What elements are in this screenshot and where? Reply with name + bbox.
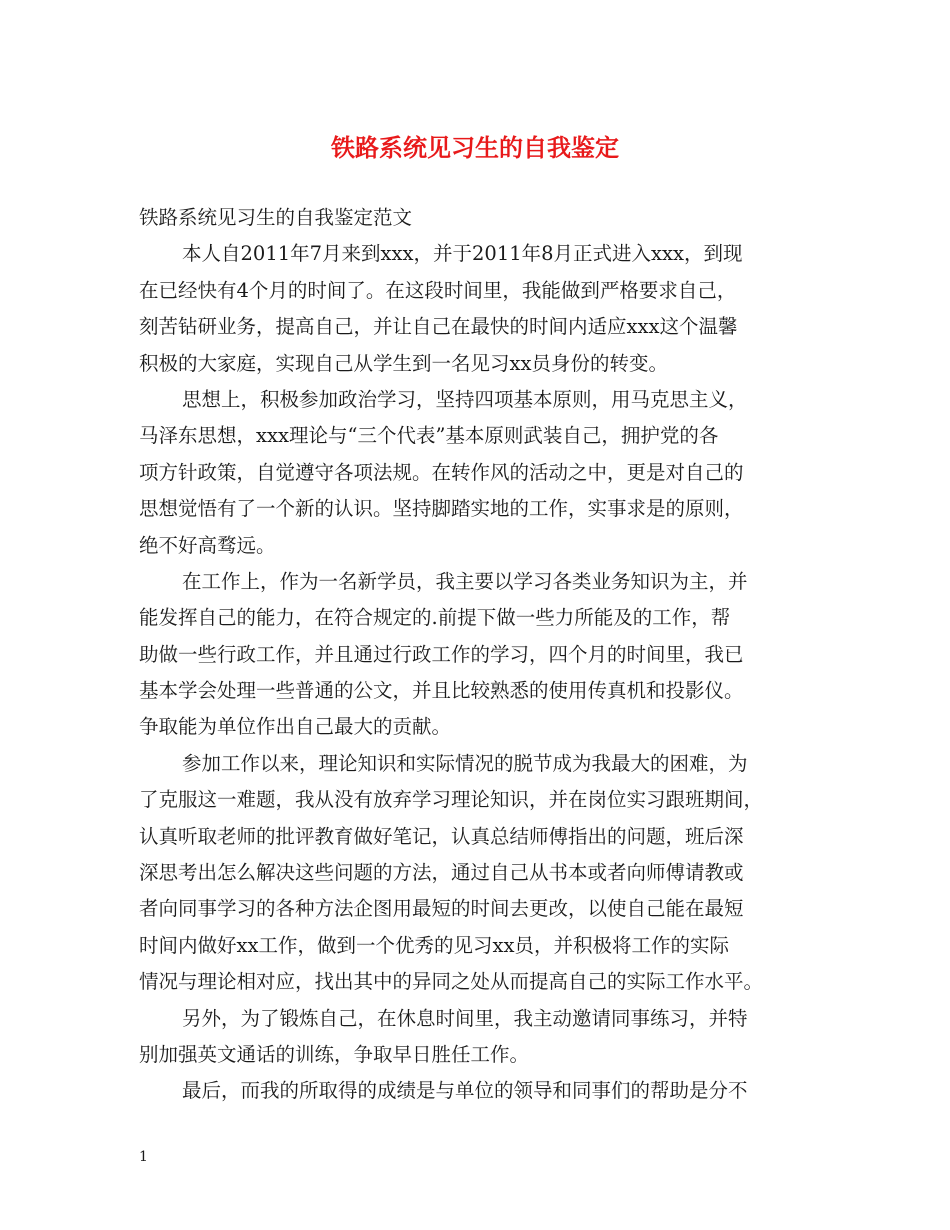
text-line: 在已经快有4个月的时间了。在这段时间里，我能做到严格要求自己， (139, 278, 737, 302)
text-line: 刻苦钻研业务，提高自己，并让自己在最快的时间内适应xxx这个温馨 (139, 315, 738, 339)
text-line: 深思考出怎么解决这些问题的方法，通过自己从书本或者向师傅请教或 (139, 861, 744, 885)
text-line: 最后，而我的所取得的成绩是与单位的领导和同事们的帮助是分不 (182, 1079, 748, 1103)
text-line: 情况与理论相对应，找出其中的异同之处从而提高自己的实际工作水平。 (139, 970, 764, 994)
text-line: 基本学会处理一些普通的公文，并且比较熟悉的使用传真机和投影仪。 (139, 679, 744, 703)
document-body (139, 200, 819, 1110)
text-line: 时间内做好xx工作，做到一个优秀的见习xx员，并积极将工作的实际 (139, 933, 729, 957)
text-line: 本人自2011年7月来到xxx，并于2011年8月正式进入xxx，到现 (182, 242, 743, 266)
text-line: 积极的大家庭，实现自己从学生到一名见习xx员身份的转变。 (139, 351, 668, 375)
text-line: 绝不好高骛远。 (139, 533, 276, 557)
text-line: 别加强英文通话的训练，争取早日胜任工作。 (139, 1042, 530, 1066)
text-line: 另外，为了锻炼自己，在休息时间里，我主动邀请同事练习，并特 (182, 1006, 748, 1030)
text-line: 能发挥自己的能力，在符合规定的.前提下做一些力所能及的工作，帮 (139, 606, 731, 630)
document-title: 铁路系统见习生的自我鉴定 (331, 133, 619, 162)
page-number: 1 (139, 1149, 148, 1165)
text-line: 参加工作以来，理论知识和实际情况的脱节成为我最大的困难，为 (182, 751, 748, 775)
text-line: 思想觉悟有了一个新的认识。坚持脚踏实地的工作，实事求是的原则， (139, 497, 744, 521)
text-line: 助做一些行政工作，并且通过行政工作的学习，四个月的时间里，我已 (139, 642, 744, 666)
text-line: 马泽东思想，xxx理论与“三个代表”基本原则武装自己，拥护党的各 (139, 424, 719, 448)
text-line: 者向同事学习的各种方法企图用最短的时间去更改，以使自己能在最短 (139, 897, 744, 921)
text-line: 认真听取老师的批评教育做好笔记，认真总结师傅指出的问题，班后深 (139, 824, 744, 848)
text-line: 铁路系统见习生的自我鉴定范文 (139, 206, 413, 229)
text-line: 争取能为单位作出自己最大的贡献。 (139, 715, 452, 739)
text-line: 了克服这一难题，我从没有放弃学习理论知识，并在岗位实习跟班期间， (139, 788, 764, 812)
text-line: 思想上，积极参加政治学习，坚持四项基本原则，用马克思主义， (182, 387, 748, 411)
text-line: 项方针政策，自觉遵守各项法规。在转作风的活动之中，更是对自己的 (139, 460, 744, 484)
text-line: 在工作上，作为一名新学员，我主要以学习各类业务知识为主，并 (182, 569, 748, 593)
